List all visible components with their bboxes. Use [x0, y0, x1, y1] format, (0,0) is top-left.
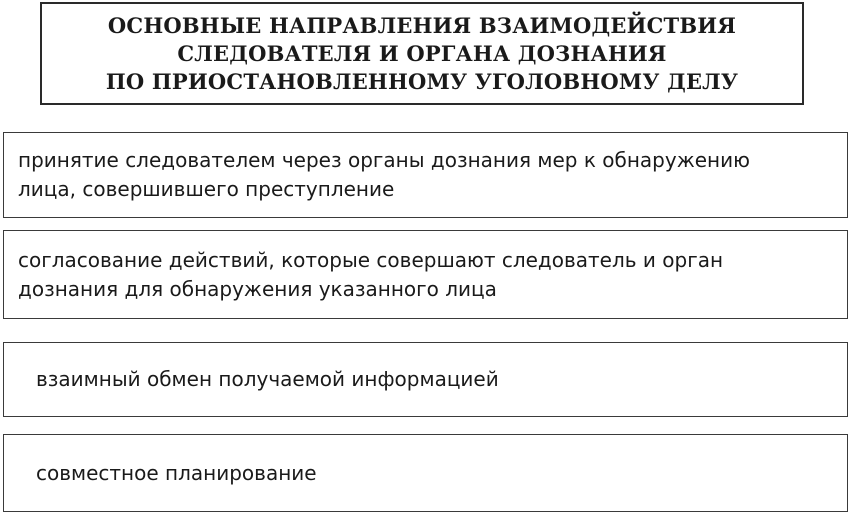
title-line-1: ОСНОВНЫЕ НАПРАВЛЕНИЯ ВЗАИМОДЕЙСТВИЯ: [107, 12, 737, 38]
direction-item-text-line: лица, совершившего преступление: [18, 177, 395, 201]
direction-item-coordination: [3, 230, 848, 319]
title-line-2: СЛЕДОВАТЕЛЯ И ОРГАНА ДОЗНАНИЯ: [177, 40, 667, 66]
direction-item-joint-planning: [3, 434, 848, 512]
direction-item-information-exchange: [3, 342, 848, 417]
direction-item-text-line: принятие следователем через органы дознания мер к обнаружению: [18, 148, 750, 172]
diagram-title-box: [40, 2, 804, 105]
direction-item-text-line: согласование действий, которые совершают следователь и орган: [18, 247, 724, 272]
direction-item-text-line: совместное планирование: [36, 460, 317, 485]
title-line-3: ПО ПРИОСТАНОВЛЕННОМУ УГОЛОВНОМУ ДЕЛУ: [105, 68, 739, 94]
direction-item-search-measures: [3, 132, 848, 218]
direction-item-text-line: дознания для обнаружения указанного лица: [18, 276, 497, 301]
direction-item-text-line: взаимный обмен получаемой информацией: [36, 367, 499, 391]
